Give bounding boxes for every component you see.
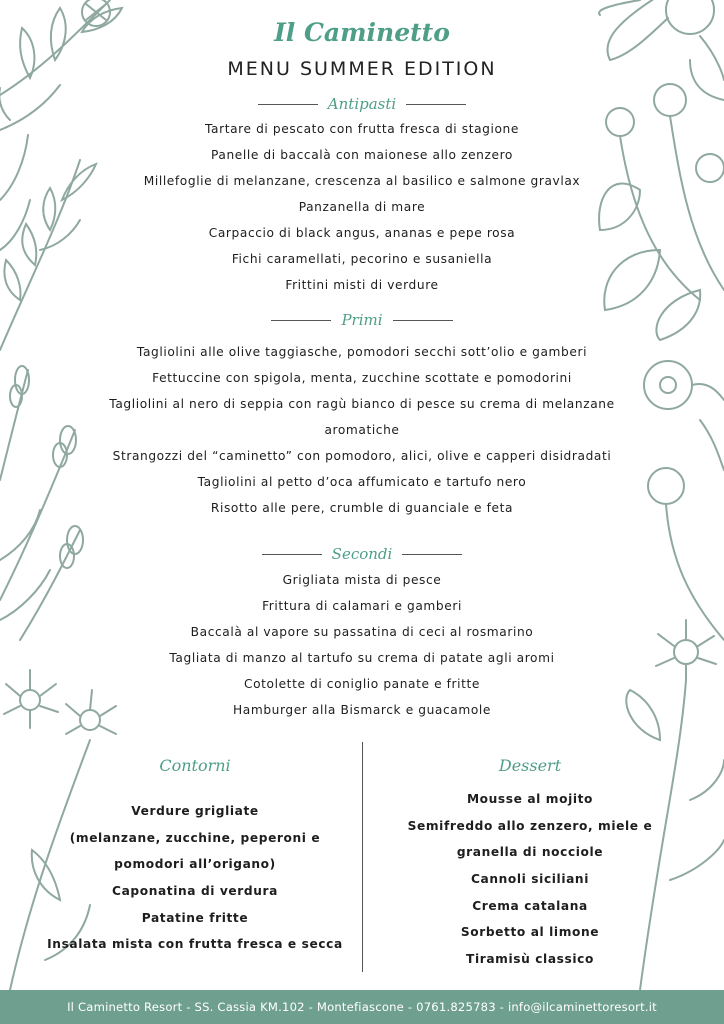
primi-title: Primi xyxy=(341,311,383,329)
dessert-column xyxy=(380,756,680,973)
menu-item: Mousse al mojito xyxy=(466,792,594,806)
menu-item: Tagliolini al petto d’oca affumicato e tartufo nero xyxy=(197,475,527,489)
menu-item: Tiramisù classico xyxy=(466,952,594,967)
antipasti-list xyxy=(0,116,724,298)
menu-item: Patatine fritte xyxy=(141,910,249,925)
contorni-column xyxy=(30,756,360,958)
dessert-title: Dessert xyxy=(498,756,562,775)
heading-rule-left xyxy=(258,104,318,105)
restaurant-title: Il Caminetto xyxy=(274,18,450,47)
footer-contact-bar: Il Caminetto Resort - SS. Cassia KM.102 - Montefiascone - 0761.825783 - info@ilcaminettoresort.it xyxy=(0,990,724,1024)
menu-item: Strangozzi del “caminetto” con pomodoro, alici, olive e capperi disidradati xyxy=(112,449,612,463)
antipasti-heading xyxy=(0,95,724,113)
menu-item: pomodori all’origano) xyxy=(114,857,276,872)
menu-item: Millefoglie di melanzane, crescenza al basilico e salmone gravlax xyxy=(143,174,581,188)
column-divider xyxy=(362,742,363,972)
menu-item: Crema catalana xyxy=(472,898,588,913)
menu-item: Risotto alle pere, crumble di guanciale e feta xyxy=(210,501,514,515)
menu-item: Hamburger alla Bismarck e guacamole xyxy=(233,703,491,717)
menu-item: granella di nocciole xyxy=(456,845,604,860)
menu-item: Fichi caramellati, pecorino e susaniella xyxy=(231,252,493,266)
menu-subtitle: MENU SUMMER EDITION xyxy=(227,58,497,80)
menu-item: Panzanella di mare xyxy=(298,200,426,214)
contorni-list xyxy=(30,798,360,958)
heading-rule-left xyxy=(271,320,331,321)
menu-item: Frittura di calamari e gamberi xyxy=(262,599,462,613)
primi-list xyxy=(0,339,724,521)
menu-item: Fettuccine con spigola, menta, zucchine scottate e pomodorini xyxy=(152,371,572,385)
menu-item: Semifreddo allo zenzero, miele e xyxy=(407,818,653,833)
secondi-list xyxy=(0,567,724,723)
antipasti-title: Antipasti xyxy=(327,95,397,113)
secondi-title: Secondi xyxy=(331,545,393,563)
menu-item: Grigliata mista di pesce xyxy=(282,573,442,587)
menu-item: Cotolette di coniglio panate e fritte xyxy=(244,677,480,691)
menu-item: Tartare di pescato con frutta fresca di stagione xyxy=(205,122,519,136)
menu-item: Baccalà al vapore su passatina di ceci al rosmarino xyxy=(190,625,534,639)
menu-item: Tagliolini al nero di seppia con ragù bianco di pesce su crema di melanzane xyxy=(109,397,615,411)
menu-item: Insalata mista con frutta fresca e secca xyxy=(47,937,343,952)
menu-item: (melanzane, zucchine, peperoni e xyxy=(69,830,321,845)
menu-item: Tagliata di manzo al tartufo su crema di patate agli aromi xyxy=(169,651,555,665)
menu-item: aromatiche xyxy=(324,423,400,437)
menu-item: Caponatina di verdura xyxy=(112,884,278,899)
menu-item: Cannoli siciliani xyxy=(471,872,589,887)
heading-rule-left xyxy=(262,554,322,555)
menu-item: Verdure grigliate xyxy=(131,804,259,818)
primi-heading xyxy=(0,311,724,329)
menu-item: Sorbetto al limone xyxy=(460,925,600,940)
heading-rule-right xyxy=(406,104,466,105)
dessert-list xyxy=(380,786,680,973)
menu-item: Carpaccio di black angus, ananas e pepe rosa xyxy=(208,226,516,240)
secondi-heading xyxy=(0,545,724,563)
heading-rule-right xyxy=(402,554,462,555)
menu-item: Panelle di baccalà con maionese allo zenzero xyxy=(210,148,513,162)
menu-item: Frittini misti di verdure xyxy=(285,278,439,292)
menu-item: Tagliolini alle olive taggiasche, pomodori secchi sott’olio e gamberi xyxy=(136,345,588,359)
heading-rule-right xyxy=(393,320,453,321)
contorni-title: Contorni xyxy=(159,756,231,775)
top-right-flower-icon xyxy=(599,0,724,100)
